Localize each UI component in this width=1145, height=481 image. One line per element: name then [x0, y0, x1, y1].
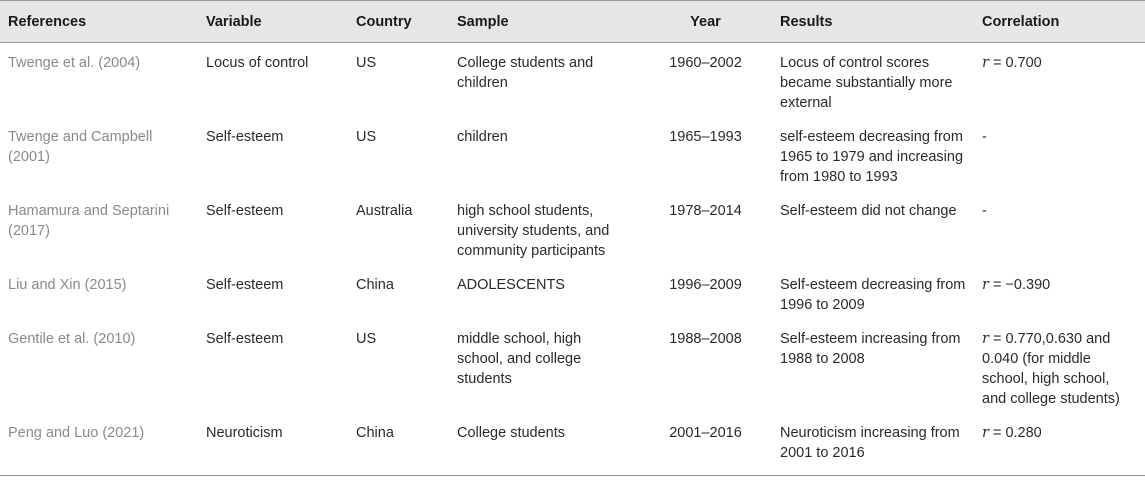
cell-results: Self-esteem decreasing from 1996 to 2009 — [780, 277, 966, 313]
cell-country: US — [356, 55, 377, 71]
cell-reference: Twenge et al. (2004) — [8, 55, 141, 71]
header-correlation: Correlation — [974, 1, 1145, 43]
cell-year: 1965–1993 — [669, 129, 742, 145]
cell-variable: Neuroticism — [198, 417, 348, 476]
table-row — [0, 269, 1145, 323]
cell-variable: Self-esteem — [206, 331, 284, 347]
cell-reference: Hamamura and Septarini (2017) — [8, 203, 170, 239]
r-symbol: r — [982, 277, 989, 293]
cell-sample: College students and children — [457, 55, 594, 91]
cell-results: self-esteem decreasing from 1965 to 1979 and increasing from 1980 to 1993 — [780, 129, 964, 185]
correlation-value: = 0.700 — [992, 55, 1042, 71]
cell-correlation — [974, 121, 1145, 195]
table-header — [0, 1, 1145, 43]
cell-year: 1996–2009 — [669, 277, 742, 293]
correlation-value: = 0.280 — [992, 425, 1042, 441]
cell-sample: high school students, university students, and community participants — [457, 203, 610, 259]
header-results: Results — [772, 1, 974, 43]
cell-reference: Gentile et al. (2010) — [8, 331, 136, 347]
cell-country: US — [356, 331, 377, 347]
header-row — [0, 1, 1145, 43]
table-row — [0, 323, 1145, 417]
cell-correlation — [974, 43, 1145, 122]
cell-sample: children — [457, 129, 508, 145]
cell-correlation — [974, 417, 1145, 476]
cell-sample: ADOLESCENTS — [457, 277, 565, 293]
cell-correlation — [974, 323, 1145, 417]
header-country: Country — [348, 1, 449, 43]
r-symbol: r — [982, 331, 989, 347]
cell-sample: College students — [449, 417, 639, 476]
cell-reference: Peng and Luo (2021) — [0, 417, 198, 476]
cell-results: Self-esteem increasing from 1988 to 2008 — [780, 331, 961, 367]
cell-year: 2001–2016 — [639, 417, 772, 476]
cell-sample: middle school, high school, and college students — [457, 331, 582, 387]
cell-variable: Locus of control — [206, 55, 309, 71]
correlation-value: - — [982, 129, 987, 145]
cell-country: Australia — [356, 203, 413, 219]
cell-year: 1988–2008 — [669, 331, 742, 347]
cell-country: China — [356, 277, 394, 293]
r-symbol: r — [982, 425, 989, 441]
cell-year: 1960–2002 — [669, 55, 742, 71]
header-sample: Sample — [449, 1, 639, 43]
table-body — [0, 43, 1145, 476]
cell-results: Neuroticism increasing from 2001 to 2016 — [772, 417, 974, 476]
cell-variable: Self-esteem — [206, 277, 284, 293]
header-variable: Variable — [198, 1, 348, 43]
r-symbol: r — [982, 55, 989, 71]
cell-country: US — [356, 129, 377, 145]
cell-country: China — [348, 417, 449, 476]
table-row — [0, 43, 1145, 122]
table-row — [0, 195, 1145, 269]
cell-year: 1978–2014 — [669, 203, 742, 219]
cell-correlation — [974, 195, 1145, 269]
cell-results: Self-esteem did not change — [780, 203, 957, 219]
table-row — [0, 417, 1145, 476]
cell-results: Locus of control scores became substantially more external — [780, 55, 953, 111]
header-references: References — [0, 1, 198, 43]
cell-reference: Liu and Xin (2015) — [8, 277, 127, 293]
correlation-value: = −0.390 — [992, 277, 1051, 293]
cell-reference: Twenge and Campbell (2001) — [8, 129, 153, 165]
cell-correlation — [974, 269, 1145, 323]
table-row — [0, 121, 1145, 195]
cell-variable: Self-esteem — [206, 129, 284, 145]
correlation-value: - — [982, 203, 987, 219]
correlation-value: = 0.770,0.630 and 0.040 (for middle school, high school, and college students) — [982, 331, 1120, 407]
cell-variable: Self-esteem — [206, 203, 284, 219]
header-year: Year — [639, 1, 772, 43]
